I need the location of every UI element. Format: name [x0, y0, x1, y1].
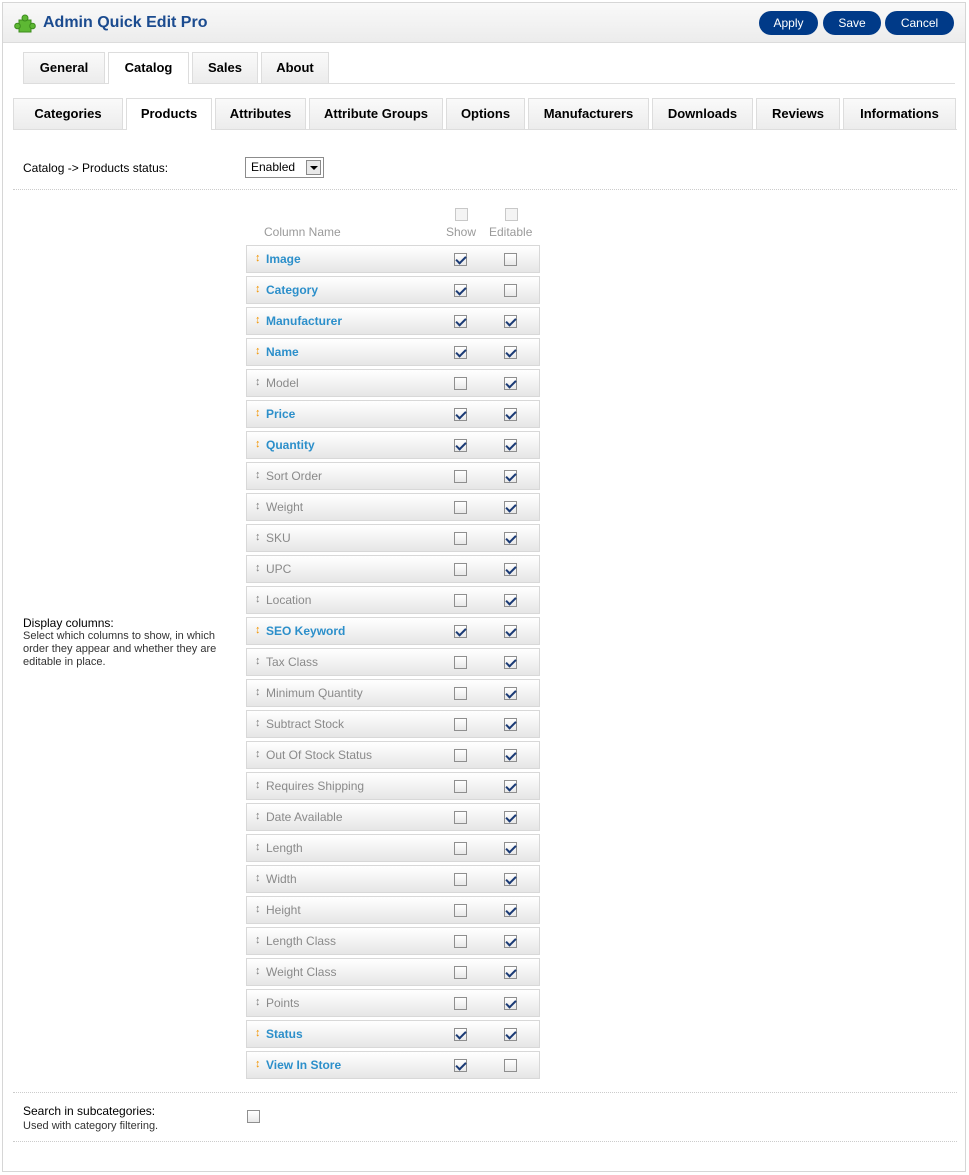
editable-checkbox[interactable]	[504, 687, 517, 700]
column-name: View In Store	[266, 1058, 342, 1072]
display-columns-help: Select which columns to show, in which order they appear and whether they are editable in place.	[23, 630, 217, 668]
show-checkbox[interactable]	[454, 749, 467, 762]
show-checkbox[interactable]	[454, 284, 467, 297]
editable-checkbox[interactable]	[504, 873, 517, 886]
cancel-button[interactable]: Cancel	[885, 11, 954, 35]
column-name: Image	[266, 252, 301, 266]
show-checkbox[interactable]	[454, 656, 467, 669]
show-checkbox[interactable]	[454, 439, 467, 452]
drag-handle-icon[interactable]: ↕	[255, 376, 261, 388]
editable-checkbox[interactable]	[504, 718, 517, 731]
page-title: Admin Quick Edit Pro	[43, 14, 208, 31]
drag-handle-icon[interactable]: ↕	[255, 438, 261, 450]
subcategories-help: Used with category filtering.	[23, 1120, 159, 1132]
column-row[interactable]	[246, 338, 540, 366]
column-name: SEO Keyword	[266, 624, 346, 638]
column-name: Tax Class	[266, 655, 319, 669]
drag-handle-icon[interactable]: ↕	[255, 996, 261, 1008]
column-row[interactable]	[246, 307, 540, 335]
column-row[interactable]	[246, 586, 540, 614]
drag-handle-icon[interactable]: ↕	[255, 748, 261, 760]
show-checkbox[interactable]	[454, 842, 467, 855]
show-checkbox[interactable]	[454, 966, 467, 979]
column-row[interactable]	[246, 927, 540, 955]
editable-checkbox[interactable]	[504, 811, 517, 824]
module-panel	[2, 2, 966, 1172]
column-row[interactable]	[246, 462, 540, 490]
column-name: Quantity	[266, 438, 315, 452]
column-row[interactable]	[246, 555, 540, 583]
editable-checkbox[interactable]	[504, 1059, 517, 1072]
save-button[interactable]: Save	[823, 11, 881, 35]
show-all-checkbox	[455, 208, 468, 221]
column-name: Weight Class	[266, 965, 337, 979]
editable-checkbox[interactable]	[504, 656, 517, 669]
column-name: Length	[266, 841, 303, 855]
show-checkbox[interactable]	[454, 563, 467, 576]
column-name: Length Class	[266, 934, 337, 948]
drag-handle-icon[interactable]: ↕	[255, 624, 261, 636]
editable-checkbox[interactable]	[504, 563, 517, 576]
tab-attributes[interactable]: Attributes	[215, 98, 306, 129]
drag-handle-icon[interactable]: ↕	[255, 965, 261, 977]
show-checkbox[interactable]	[454, 346, 467, 359]
show-checkbox[interactable]	[454, 1059, 467, 1072]
column-row[interactable]	[246, 276, 540, 304]
drag-handle-icon[interactable]: ↕	[255, 717, 261, 729]
editable-checkbox[interactable]	[504, 315, 517, 328]
show-checkbox[interactable]	[454, 687, 467, 700]
column-name: SKU	[266, 531, 291, 545]
status-label: Catalog -> Products status:	[23, 161, 169, 175]
drag-handle-icon[interactable]: ↕	[255, 345, 261, 357]
show-checkbox[interactable]	[454, 780, 467, 793]
column-name: Height	[266, 903, 301, 917]
column-name: Status	[266, 1027, 303, 1041]
editable-checkbox[interactable]	[504, 780, 517, 793]
apply-button[interactable]: Apply	[759, 11, 818, 35]
column-name: UPC	[266, 562, 292, 576]
column-row[interactable]	[246, 369, 540, 397]
show-checkbox[interactable]	[454, 997, 467, 1010]
show-checkbox[interactable]	[454, 1028, 467, 1041]
column-name: Model	[266, 376, 299, 390]
editable-checkbox[interactable]	[504, 408, 517, 421]
show-header: Show	[446, 225, 477, 239]
show-checkbox[interactable]	[454, 873, 467, 886]
editable-checkbox[interactable]	[504, 935, 517, 948]
column-row[interactable]	[246, 741, 540, 769]
column-name: Subtract Stock	[266, 717, 345, 731]
editable-checkbox[interactable]	[504, 625, 517, 638]
column-row[interactable]	[246, 865, 540, 893]
editable-all-checkbox	[505, 208, 518, 221]
show-checkbox[interactable]	[454, 935, 467, 948]
tab-downloads[interactable]: Downloads	[652, 98, 753, 129]
show-checkbox[interactable]	[454, 253, 467, 266]
show-checkbox[interactable]	[454, 625, 467, 638]
column-row[interactable]	[246, 679, 540, 707]
drag-handle-icon[interactable]: ↕	[255, 593, 261, 605]
tab-reviews[interactable]: Reviews	[756, 98, 840, 129]
column-name: Points	[266, 996, 300, 1010]
main-tabs	[3, 52, 965, 85]
show-checkbox[interactable]	[454, 470, 467, 483]
column-name: Out Of Stock Status	[266, 748, 373, 762]
status-select-value: Enabled	[251, 160, 296, 174]
editable-checkbox[interactable]	[504, 253, 517, 266]
tab-categories[interactable]: Categories	[13, 98, 123, 129]
column-name: Date Available	[266, 810, 343, 824]
drag-handle-icon[interactable]: ↕	[255, 314, 261, 326]
column-row[interactable]	[246, 1051, 540, 1079]
editable-checkbox[interactable]	[504, 501, 517, 514]
tab-about[interactable]: About	[261, 52, 329, 83]
editable-checkbox[interactable]	[504, 966, 517, 979]
column-name: Manufacturer	[266, 314, 343, 328]
puzzle-icon	[14, 13, 36, 35]
tab-products[interactable]: Products	[126, 98, 212, 130]
show-checkbox[interactable]	[454, 377, 467, 390]
editable-checkbox[interactable]	[504, 377, 517, 390]
tab-general[interactable]: General	[23, 52, 105, 83]
column-row[interactable]	[246, 710, 540, 738]
column-row[interactable]	[246, 958, 540, 986]
show-checkbox[interactable]	[454, 594, 467, 607]
drag-handle-icon[interactable]: ↕	[255, 531, 261, 543]
drag-handle-icon[interactable]: ↕	[255, 252, 261, 264]
column-name-header: Column Name	[264, 225, 341, 239]
editable-checkbox[interactable]	[504, 470, 517, 483]
show-checkbox[interactable]	[454, 408, 467, 421]
drag-handle-icon[interactable]: ↕	[255, 562, 261, 574]
column-row[interactable]	[246, 617, 540, 645]
show-checkbox[interactable]	[454, 315, 467, 328]
editable-checkbox[interactable]	[504, 749, 517, 762]
tab-manufacturers[interactable]: Manufacturers	[528, 98, 649, 129]
column-name: Width	[266, 872, 297, 886]
drag-handle-icon[interactable]: ↕	[255, 934, 261, 946]
drag-handle-icon[interactable]: ↕	[255, 779, 261, 791]
editable-checkbox[interactable]	[504, 1028, 517, 1041]
column-row[interactable]	[246, 834, 540, 862]
drag-handle-icon[interactable]: ↕	[255, 407, 261, 419]
column-row[interactable]	[246, 493, 540, 521]
column-name: Weight	[266, 500, 304, 514]
chevron-down-icon[interactable]	[306, 160, 321, 175]
column-name: Requires Shipping	[266, 779, 365, 793]
subcategories-checkbox[interactable]	[247, 1110, 260, 1123]
drag-handle-icon[interactable]: ↕	[255, 283, 261, 295]
show-checkbox[interactable]	[454, 904, 467, 917]
drag-handle-icon[interactable]: ↕	[255, 686, 261, 698]
drag-handle-icon[interactable]: ↕	[255, 903, 261, 915]
tab-sales[interactable]: Sales	[192, 52, 258, 83]
column-row[interactable]	[246, 772, 540, 800]
subcategories-label: Search in subcategories:	[23, 1104, 156, 1118]
column-row[interactable]	[246, 1020, 540, 1048]
editable-checkbox[interactable]	[504, 594, 517, 607]
editable-checkbox[interactable]	[504, 997, 517, 1010]
column-name: Location	[266, 593, 312, 607]
column-name: Sort Order	[266, 469, 323, 483]
column-row[interactable]	[246, 431, 540, 459]
column-row[interactable]	[246, 989, 540, 1017]
drag-handle-icon[interactable]: ↕	[255, 1058, 261, 1070]
editable-checkbox[interactable]	[504, 904, 517, 917]
tab-attribute-groups[interactable]: Attribute Groups	[309, 98, 443, 129]
drag-handle-icon[interactable]: ↕	[255, 1027, 261, 1039]
show-checkbox[interactable]	[454, 811, 467, 824]
editable-checkbox[interactable]	[504, 532, 517, 545]
editable-checkbox[interactable]	[504, 439, 517, 452]
tab-options[interactable]: Options	[446, 98, 525, 129]
show-checkbox[interactable]	[454, 718, 467, 731]
column-name: Price	[266, 407, 296, 421]
editable-header: Editable	[489, 225, 533, 239]
column-row[interactable]	[246, 400, 540, 428]
show-checkbox[interactable]	[454, 501, 467, 514]
page-heading	[3, 3, 965, 43]
tab-catalog[interactable]: Catalog	[108, 52, 189, 84]
drag-handle-icon[interactable]: ↕	[255, 469, 261, 481]
display-columns-label: Display columns:	[23, 616, 114, 630]
show-checkbox[interactable]	[454, 532, 467, 545]
column-name: Minimum Quantity	[266, 686, 363, 700]
status-select[interactable]	[245, 157, 324, 178]
column-row[interactable]	[246, 803, 540, 831]
editable-checkbox[interactable]	[504, 842, 517, 855]
tab-informations[interactable]: Informations	[843, 98, 956, 129]
editable-checkbox[interactable]	[504, 284, 517, 297]
editable-checkbox[interactable]	[504, 346, 517, 359]
column-row[interactable]	[246, 524, 540, 552]
column-name: Name	[266, 345, 299, 359]
column-row[interactable]	[246, 245, 540, 273]
drag-handle-icon[interactable]: ↕	[255, 655, 261, 667]
drag-handle-icon[interactable]: ↕	[255, 500, 261, 512]
drag-handle-icon[interactable]: ↕	[255, 872, 261, 884]
column-row[interactable]	[246, 896, 540, 924]
column-name: Category	[266, 283, 319, 297]
drag-handle-icon[interactable]: ↕	[255, 841, 261, 853]
sub-tabs	[3, 98, 965, 131]
column-row[interactable]	[246, 648, 540, 676]
drag-handle-icon[interactable]: ↕	[255, 810, 261, 822]
